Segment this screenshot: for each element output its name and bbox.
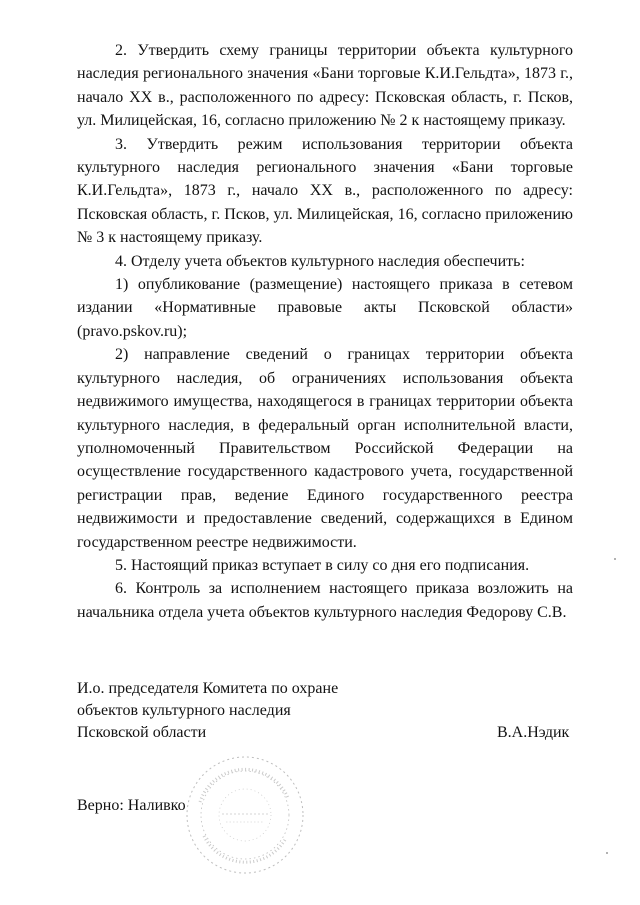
- paragraph-item-6: 6. Контроль за исполнением настоящего приказа возложить на начальника отдела учета объектов культурного наследия Федорову С.В.: [77, 580, 573, 621]
- official-seal-stamp: [180, 750, 310, 880]
- order-body: [77, 39, 573, 624]
- signatory-title-line-1: И.о. председателя Комитета по охране: [77, 680, 339, 697]
- paragraph-item-5: 5. Настоящий приказ вступает в силу со дня его подписания.: [115, 556, 530, 574]
- scan-speck: [606, 852, 608, 854]
- paragraph-subitem-1: 1) опубликование (размещение) настоящего приказа в сетевом издании «Нормативные правовые акты Псковской области» (pravo.pskov.ru);: [77, 276, 573, 340]
- paragraph-subitem-2: 2) направление сведений о границах территории объекта культурного наследия, об ограничениях использования объекта недвижимого имущества, находящегося в границах территории объекта культурного наследия, в федеральный орган исполнительной власти, уполномоченный Правительством Российской Федерации на осуществление государственного кадастрового учета, государственной регистрации прав, ведение Единого государственного реестра недвижимости и предоставление сведений, содержащихся в Едином государственном реестре недвижимости.: [77, 346, 573, 551]
- paragraph-item-3: 3. Утвердить режим использования территории объекта культурного наследия регионального значения «Бани торговые К.И.Гельдта», 1873 г., начало XX в., расположенного по адресу: Псковская область, г. Псков, ул. Милицейская, 16, согласно приложению № 3 к настоящему приказу.: [77, 135, 573, 247]
- signatory-name: В.А.Нэдик: [497, 724, 570, 741]
- paragraph-item-4: 4. Отделу учета объектов культурного наследия обеспечить:: [115, 252, 525, 270]
- signatory-title-line-2: объектов культурного наследия: [77, 702, 291, 719]
- signatory-title-line-3: Псковской области: [77, 724, 207, 741]
- paragraph-item-2: 2. Утвердить схему границы территории объекта культурного наследия регионального значения «Бани торговые К.И.Гельдта», 1873 г., начало XX в., расположенного по адресу: Псковская область, г. Псков, ул. Милицейская, 16, согласно приложению № 2 к настоящему приказу.: [77, 42, 573, 130]
- scan-speck: [614, 558, 616, 560]
- signatory-title: [77, 678, 377, 744]
- verified-note: Верно: Наливко: [77, 797, 186, 814]
